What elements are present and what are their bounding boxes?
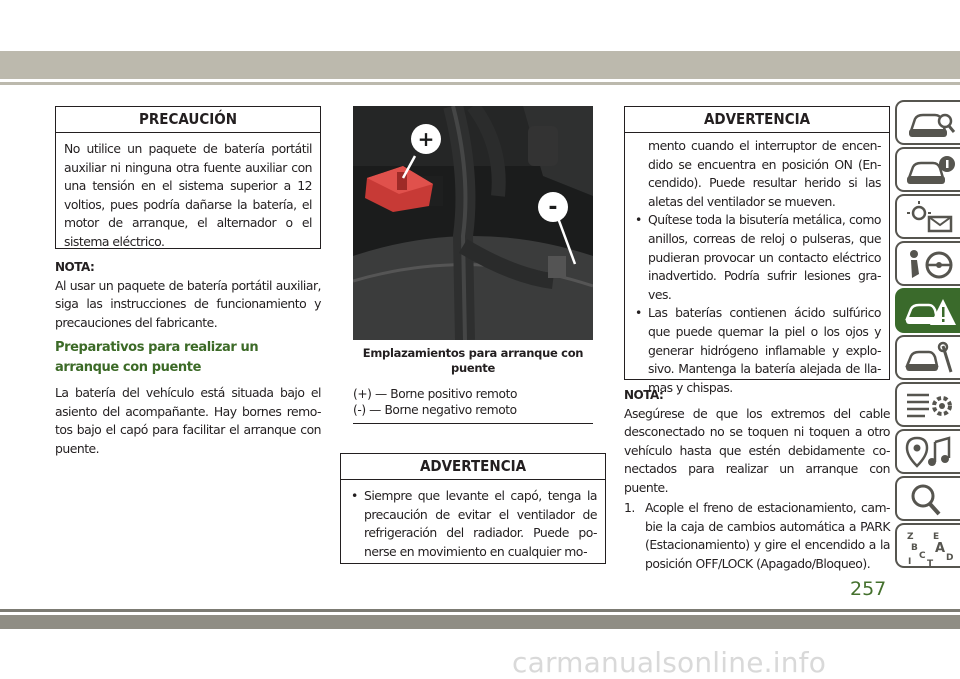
index-search-icon <box>903 481 958 519</box>
watermark: carmanualsonline.info <box>512 646 827 679</box>
legend-rule <box>353 423 593 424</box>
top-band <box>0 51 960 79</box>
engine-bay-illustration <box>353 106 593 340</box>
jump-start-photo <box>353 106 593 340</box>
multimedia-music-icon <box>903 434 958 472</box>
emergency-car-warning-icon <box>903 293 958 331</box>
caution-box <box>55 106 321 249</box>
index-letter: Z <box>907 532 914 542</box>
warning-lights-message-icon <box>903 199 958 237</box>
warning-right-title: ADVERTENCIA <box>625 107 889 133</box>
index-letter: E <box>933 532 940 542</box>
tab-index[interactable] <box>895 523 960 568</box>
caution-title: PRECAUCIÓN <box>56 107 320 133</box>
tab-getting-started[interactable] <box>895 147 960 192</box>
car-service-tools-icon <box>903 340 958 378</box>
tab-getting-to-know[interactable] <box>895 100 960 145</box>
note-1-text: Al usar un paquete de batería portátil auxiliar, siga las instrucciones de funcionamiento y precauciones del fabricante. <box>55 277 321 330</box>
car-search-icon <box>903 105 958 143</box>
minus-callout: - <box>548 195 558 220</box>
legend-negative: (-) — Borne negativo remoto <box>353 403 517 417</box>
top-rule <box>0 82 960 85</box>
warning-box-middle <box>340 453 606 564</box>
index-letter: B <box>911 543 918 553</box>
step-1 <box>624 499 890 573</box>
tab-in-case-of-emergency[interactable] <box>895 288 960 333</box>
tab-instrument-panel[interactable] <box>895 194 960 239</box>
figure-legend <box>353 386 593 418</box>
warning-right-bullet-2-text: Las baterías contienen ácido sulfúrico que puede quemar la piel o los ojos y generar hidrógeno inflamable y explo-sivo. Mantenga la batería alejada de lla-mas y chispas. <box>648 305 881 395</box>
index-letter: A <box>935 541 946 556</box>
plus-callout: + <box>417 127 435 151</box>
note-1 <box>55 258 321 332</box>
warning-middle-title: ADVERTENCIA <box>341 454 605 480</box>
tab-customer-assistance[interactable] <box>895 476 960 521</box>
section-paragraph: La batería del vehículo está situada bajo el asiento del acompañante. Hay bornes remo-tos bajo el capó para facilitar el arranque con puente. <box>55 385 321 456</box>
airbag-steering-icon <box>903 246 958 284</box>
warning-middle-bullet-text: Siempre que levante el capó, tenga la precaución de evitar el ventilador de refrigeración del radiador. Puede po-nerse en movimiento en cualquier mo- <box>364 488 597 559</box>
specifications-gear-icon <box>903 387 958 425</box>
step-1-number: 1. <box>624 500 635 515</box>
bottom-band <box>0 615 960 629</box>
legend-positive: (+) — Borne positivo remoto <box>353 387 518 401</box>
car-info-icon <box>903 152 958 190</box>
index-letter: D <box>946 553 954 563</box>
warning-right-body <box>625 133 889 397</box>
tab-safety[interactable] <box>895 241 960 286</box>
tab-servicing[interactable] <box>895 335 960 380</box>
figure-caption: Emplazamientos para arranque con puente <box>362 346 584 375</box>
warning-right-bullet-1: • Quítese toda la bisutería metálica, como anillos, correas de reloj o pulseras, que pudieran provocar un contacto eléctrico inadvertido. Podría sufrir lesiones gra-ves. <box>635 212 881 302</box>
page-number: 257 <box>850 578 887 600</box>
index-letter: T <box>927 559 934 566</box>
warning-right-bullet-2: • Las baterías contienen ácido sulfúrico que puede quemar la piel o los ojos y generar hidrógeno inflamable y explo-sivo. Mantenga la batería alejada de lla-mas y chispas. <box>635 305 881 395</box>
bottom-rule <box>0 609 960 612</box>
caution-body: No utilice un paquete de batería portátil auxiliar ni ninguna otra fuente auxiliar con una tensión en el sistema superior a 12 voltios, pues podría dañarse la batería, el motor de arranque, el alternador o el sistema eléctrico. <box>64 141 312 249</box>
note-2-text: Asegúrese de que los extremos del cable desconectado no se toquen ni toquen a otro vehículo hasta que estén debidamente co-nectados para realizar un arranque con puente. <box>624 405 890 495</box>
warning-middle-body <box>341 480 605 561</box>
note-2 <box>624 386 890 498</box>
section-heading: Preparativos para realizar un arranque con puente <box>55 340 259 375</box>
warning-right-continuation: mento cuando el interruptor de encen-dido se encuentra en posición ON (En-cendido). Puede resultar herido si las aletas del ventilador se mueven. <box>648 138 881 209</box>
note-2-label: NOTA: <box>624 388 664 402</box>
alphabet-index-icon <box>903 528 958 566</box>
index-letter: I <box>908 557 912 566</box>
warning-right-bullet-1-text: Quítese toda la bisutería metálica, como anillos, correas de reloj o pulseras, que pudieran provocar un contacto eléctrico inadvertido. Podría sufrir lesiones gra-ves. <box>648 212 881 302</box>
tab-multimedia[interactable] <box>895 429 960 474</box>
note-1-label: NOTA: <box>55 260 95 274</box>
index-letter: C <box>919 551 926 561</box>
tab-technical-specs[interactable] <box>895 382 960 427</box>
steps-list <box>624 499 890 573</box>
warning-middle-bullet: • Siempre que levante el capó, tenga la precaución de evitar el ventilador de refrigeración del radiador. Puede po-nerse en movimiento en cualquier mo- <box>351 488 597 559</box>
step-1-text: Acople el freno de estacionamiento, cam-bie la caja de cambios automática a PARK (Estacionamiento) y gire el encendido a la posición OFF/LOCK (Apagado/Bloqueo). <box>645 500 890 571</box>
